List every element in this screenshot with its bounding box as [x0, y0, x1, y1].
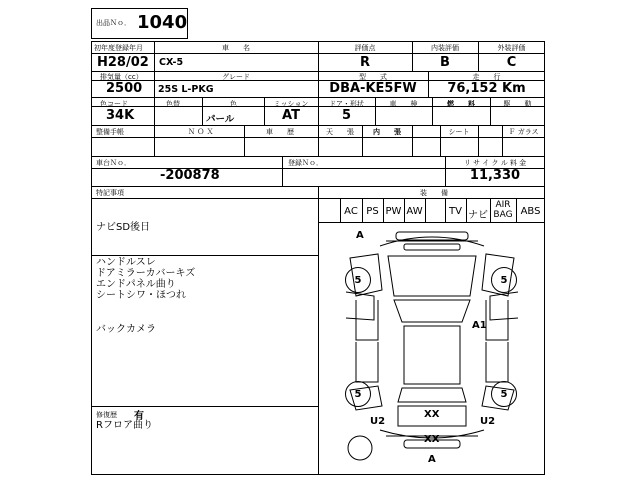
equip-aw: AW	[406, 206, 423, 217]
mark-right-side: A1	[472, 320, 487, 331]
repair-note: Rフロア曲り	[96, 420, 153, 431]
chassis-value: -200878	[160, 168, 220, 183]
transmission-label: ミッション	[273, 100, 309, 108]
model-code-value: DBA-KE5FW	[329, 81, 417, 96]
repair-history-label: 修復歴	[96, 411, 117, 419]
registration-label: 登録Ｎｏ．	[288, 159, 323, 167]
remark-line: バックカメラ	[96, 324, 156, 335]
equip-tv: TV	[449, 206, 462, 217]
first-reg-value: H28/02	[97, 55, 149, 70]
grade-value: 25S L-PKG	[158, 84, 214, 95]
equip-ac: AC	[344, 206, 358, 217]
equip-airbag: AIR BAG	[493, 200, 513, 220]
mark-front: A	[356, 230, 364, 241]
remark-line: ナビSD後日	[96, 222, 151, 233]
displacement-value: 2500	[106, 81, 143, 96]
mark-wheel-fr: 5	[491, 267, 517, 293]
remark-line: ドアミラーカバーキズ	[96, 268, 196, 279]
equip-navi: ナビ	[468, 210, 488, 221]
mileage-label: 走 行	[472, 73, 501, 81]
remark-line: シートシワ・ほつれ	[96, 290, 186, 301]
mark-rear-left: U2	[370, 416, 386, 427]
grade-label: グレード	[222, 73, 250, 81]
mark-rear-lower: XX	[424, 434, 440, 445]
exterior-grade-value: C	[506, 55, 517, 70]
mark-wheel-rr: 5	[491, 381, 517, 407]
interior-grade-value: B	[440, 55, 450, 70]
remarks-label: 特記事項	[96, 189, 124, 197]
equip-ps: PS	[366, 206, 379, 217]
equip-abs: ABS	[520, 206, 541, 217]
model-code-label: 型 式	[359, 73, 387, 81]
ceiling-label: 天 張	[326, 128, 354, 136]
recycle-fee-value: 11,330	[469, 168, 521, 183]
fuel-label: 燃 料	[447, 100, 475, 108]
equip-pw: PW	[385, 206, 402, 217]
lot-label: 出品Ｎｏ．	[96, 19, 131, 27]
transmission-value: AT	[282, 108, 300, 123]
seat-label: シート	[448, 128, 470, 136]
mark-wheel-fl: 5	[345, 267, 371, 293]
glass-label: Ｆ ガラス	[508, 128, 539, 136]
mark-wheel-rl: 5	[345, 381, 371, 407]
chassis-label: 車台Ｎｏ．	[96, 159, 131, 167]
inspection-label: 車 検	[389, 100, 418, 108]
score-value: R	[359, 55, 370, 70]
car-name-label: 車 名	[222, 44, 250, 52]
interior-trim-label: 内 張	[373, 128, 401, 136]
mark-rear-right: U2	[480, 416, 496, 427]
car-name-value: CX-5	[159, 57, 184, 68]
displacement-label: 排気量（cc）	[100, 73, 143, 81]
service-book-label: 整備手帳	[96, 128, 124, 136]
interior-grade-label: 内装評価	[431, 44, 459, 52]
remark-line: ハンドルスレ	[96, 257, 156, 268]
exterior-grade-label: 外装評価	[497, 44, 526, 52]
color-code-value: 34K	[106, 108, 135, 123]
nox-label: Ｎ Ｏ Ｘ	[188, 128, 214, 136]
score-label: 評価点	[354, 44, 376, 52]
mileage-value: 76,152 Km	[447, 81, 526, 96]
mark-rear-panel: XX	[424, 409, 440, 420]
history-label: 車 歴	[266, 128, 294, 136]
equipment-label: 装 備	[420, 189, 448, 197]
color-value: パール	[206, 114, 235, 125]
remark-line: エンドパネル曲り	[96, 279, 176, 290]
repair-history-value: 有	[134, 411, 144, 422]
color-change-label: 色替	[166, 100, 180, 108]
drive-label: 駆 動	[503, 100, 532, 108]
color-label: 色	[230, 100, 237, 108]
doors-value: 5	[341, 108, 352, 123]
first-reg-label: 初年度登録年月	[94, 44, 143, 52]
color-code-label: 色コード	[100, 100, 128, 108]
doors-label: ドア・形状	[329, 100, 364, 108]
recycle-fee-label: リ サ イ ク ル 料 金	[463, 159, 527, 167]
lot-number: 1040	[137, 12, 188, 33]
mark-rear-bottom: A	[428, 454, 436, 465]
